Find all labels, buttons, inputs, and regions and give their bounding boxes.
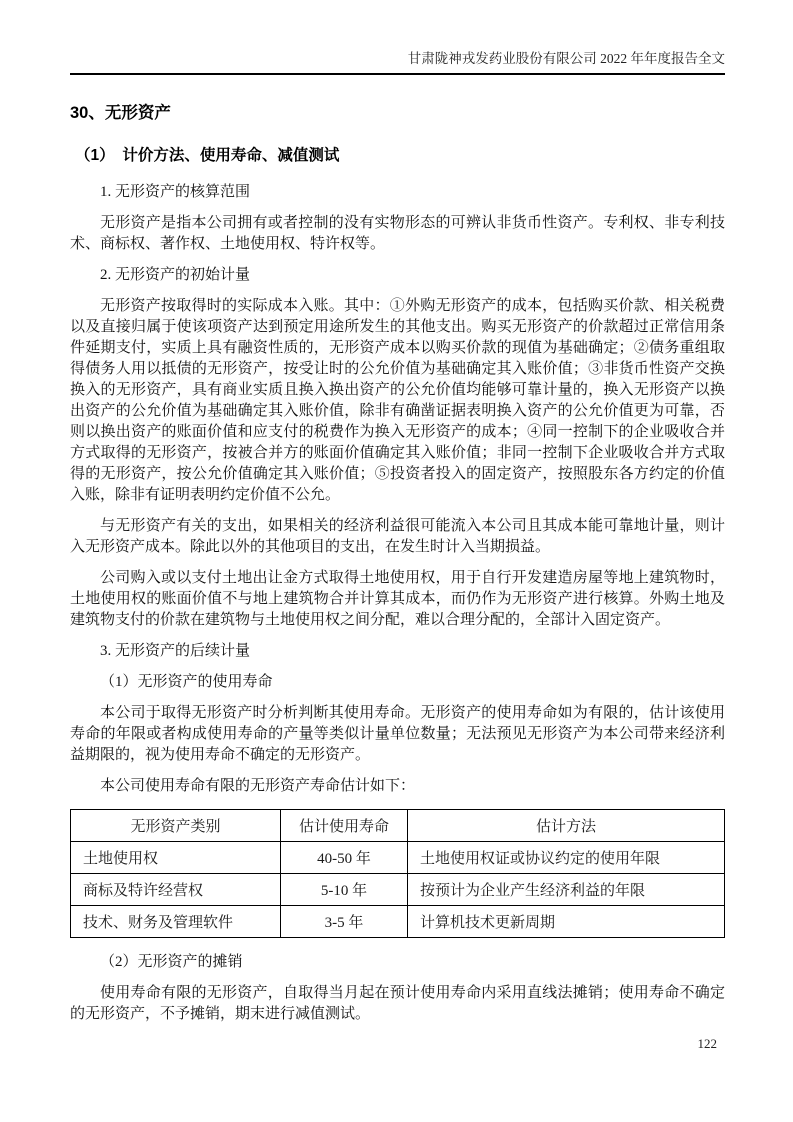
paragraph: 无形资产是指本公司拥有或者控制的没有实物形态的可辨认非货币性资产。专利权、非专利技术、商标权、著作权、土地使用权、特许权等。	[70, 215, 725, 252]
cell-life: 5-10 年	[281, 874, 408, 906]
report-header-title: 甘肃陇神戎发药业股份有限公司 2022 年年度报告全文	[70, 50, 725, 75]
table-header-row	[71, 810, 725, 842]
numbered-item: 2. 无形资产的初始计量	[100, 267, 251, 283]
paragraph: 公司购入或以支付土地出让金方式取得土地使用权，用于自行开发建造房屋等地上建筑物时，土地使用权的账面价值不与地上建筑物合并计算其成本，而仍作为无形资产进行核算。外购土地及建筑物支付的价款在建筑物与土地使用权之间分配，难以合理分配的，全部计入固定资产。	[70, 570, 725, 628]
cell-method: 按预计为企业产生经济利益的年限	[408, 874, 725, 906]
table-header-life: 估计使用寿命	[281, 810, 408, 842]
numbered-item: 3. 无形资产的后续计量	[100, 643, 251, 659]
table-row	[71, 874, 725, 906]
cell-life: 3-5 年	[281, 906, 408, 938]
table-header-method: 估计方法	[408, 810, 725, 842]
subsection-title: （1） 计价方法、使用寿命、减值测试	[75, 147, 340, 164]
cell-category: 土地使用权	[71, 842, 281, 874]
table-intro-line: 本公司使用寿命有限的无形资产寿命估计如下：	[100, 778, 416, 794]
paragraph: 使用寿命有限的无形资产，自取得当月起在预计使用寿命内采用直线法摊销；使用寿命不确定的无形资产，不予摊销，期末进行减值测试。	[70, 985, 725, 1022]
paragraph: 无形资产按取得时的实际成本入账。其中：①外购无形资产的成本，包括购买价款、相关税费以及直接归属于使该项资产达到预定用途所发生的其他支出。购买无形资产的价款超过正常信用条件延期支付，实质上具有融资性质的，无形资产成本以购买价款的现值为基础确定；②债务重组取得债务人用以抵债的无形资产，按受让时的公允价值为基础确定其入账价值；③非货币性资产交换换入的无形资产，具有商业实质且换入换出资产的公允价值均能够可靠计量的，换入无形资产以换出资产的公允价值为基础确定其入账价值，除非有确凿证据表明换入资产的公允价值更为可靠，否则以换出资产的账面价值和应支付的税费作为换入无形资产的成本；④同一控制下的企业吸收合并方式取得的无形资产，按被合并方的账面价值确定其入账价值；非同一控制下企业吸收合并方式取得的无形资产，按公允价值确定其入账价值；⑤投资者投入的固定资产，按照股东各方约定的价值入账，除非有证明表明约定价值不公允。	[70, 298, 725, 503]
table-header-category: 无形资产类别	[71, 810, 281, 842]
table-row	[71, 842, 725, 874]
numbered-item: 1. 无形资产的核算范围	[100, 184, 251, 200]
page-number: 122	[697, 1036, 717, 1051]
cell-category: 商标及特许经营权	[71, 874, 281, 906]
numbered-item: （1）无形资产的使用寿命	[100, 674, 273, 690]
table-row	[71, 906, 725, 938]
cell-method: 计算机技术更新周期	[408, 906, 725, 938]
numbered-item: （2）无形资产的摊销	[100, 954, 243, 970]
cell-life: 40-50 年	[281, 842, 408, 874]
useful-life-table	[70, 809, 725, 938]
cell-category: 技术、财务及管理软件	[71, 906, 281, 938]
paragraph: 与无形资产有关的支出，如果相关的经济利益很可能流入本公司且其成本能可靠地计量，则计入无形资产成本。除此以外的其他项目的支出，在发生时计入当期损益。	[70, 518, 725, 555]
cell-method: 土地使用权证或协议约定的使用年限	[408, 842, 725, 874]
paragraph: 本公司于取得无形资产时分析判断其使用寿命。无形资产的使用寿命如为有限的，估计该使用寿命的年限或者构成使用寿命的产量等类似计量单位数量；无法预见无形资产为本公司带来经济利益期限的，视为使用寿命不确定的无形资产。	[70, 705, 725, 763]
section-title: 30、无形资产	[70, 104, 171, 122]
